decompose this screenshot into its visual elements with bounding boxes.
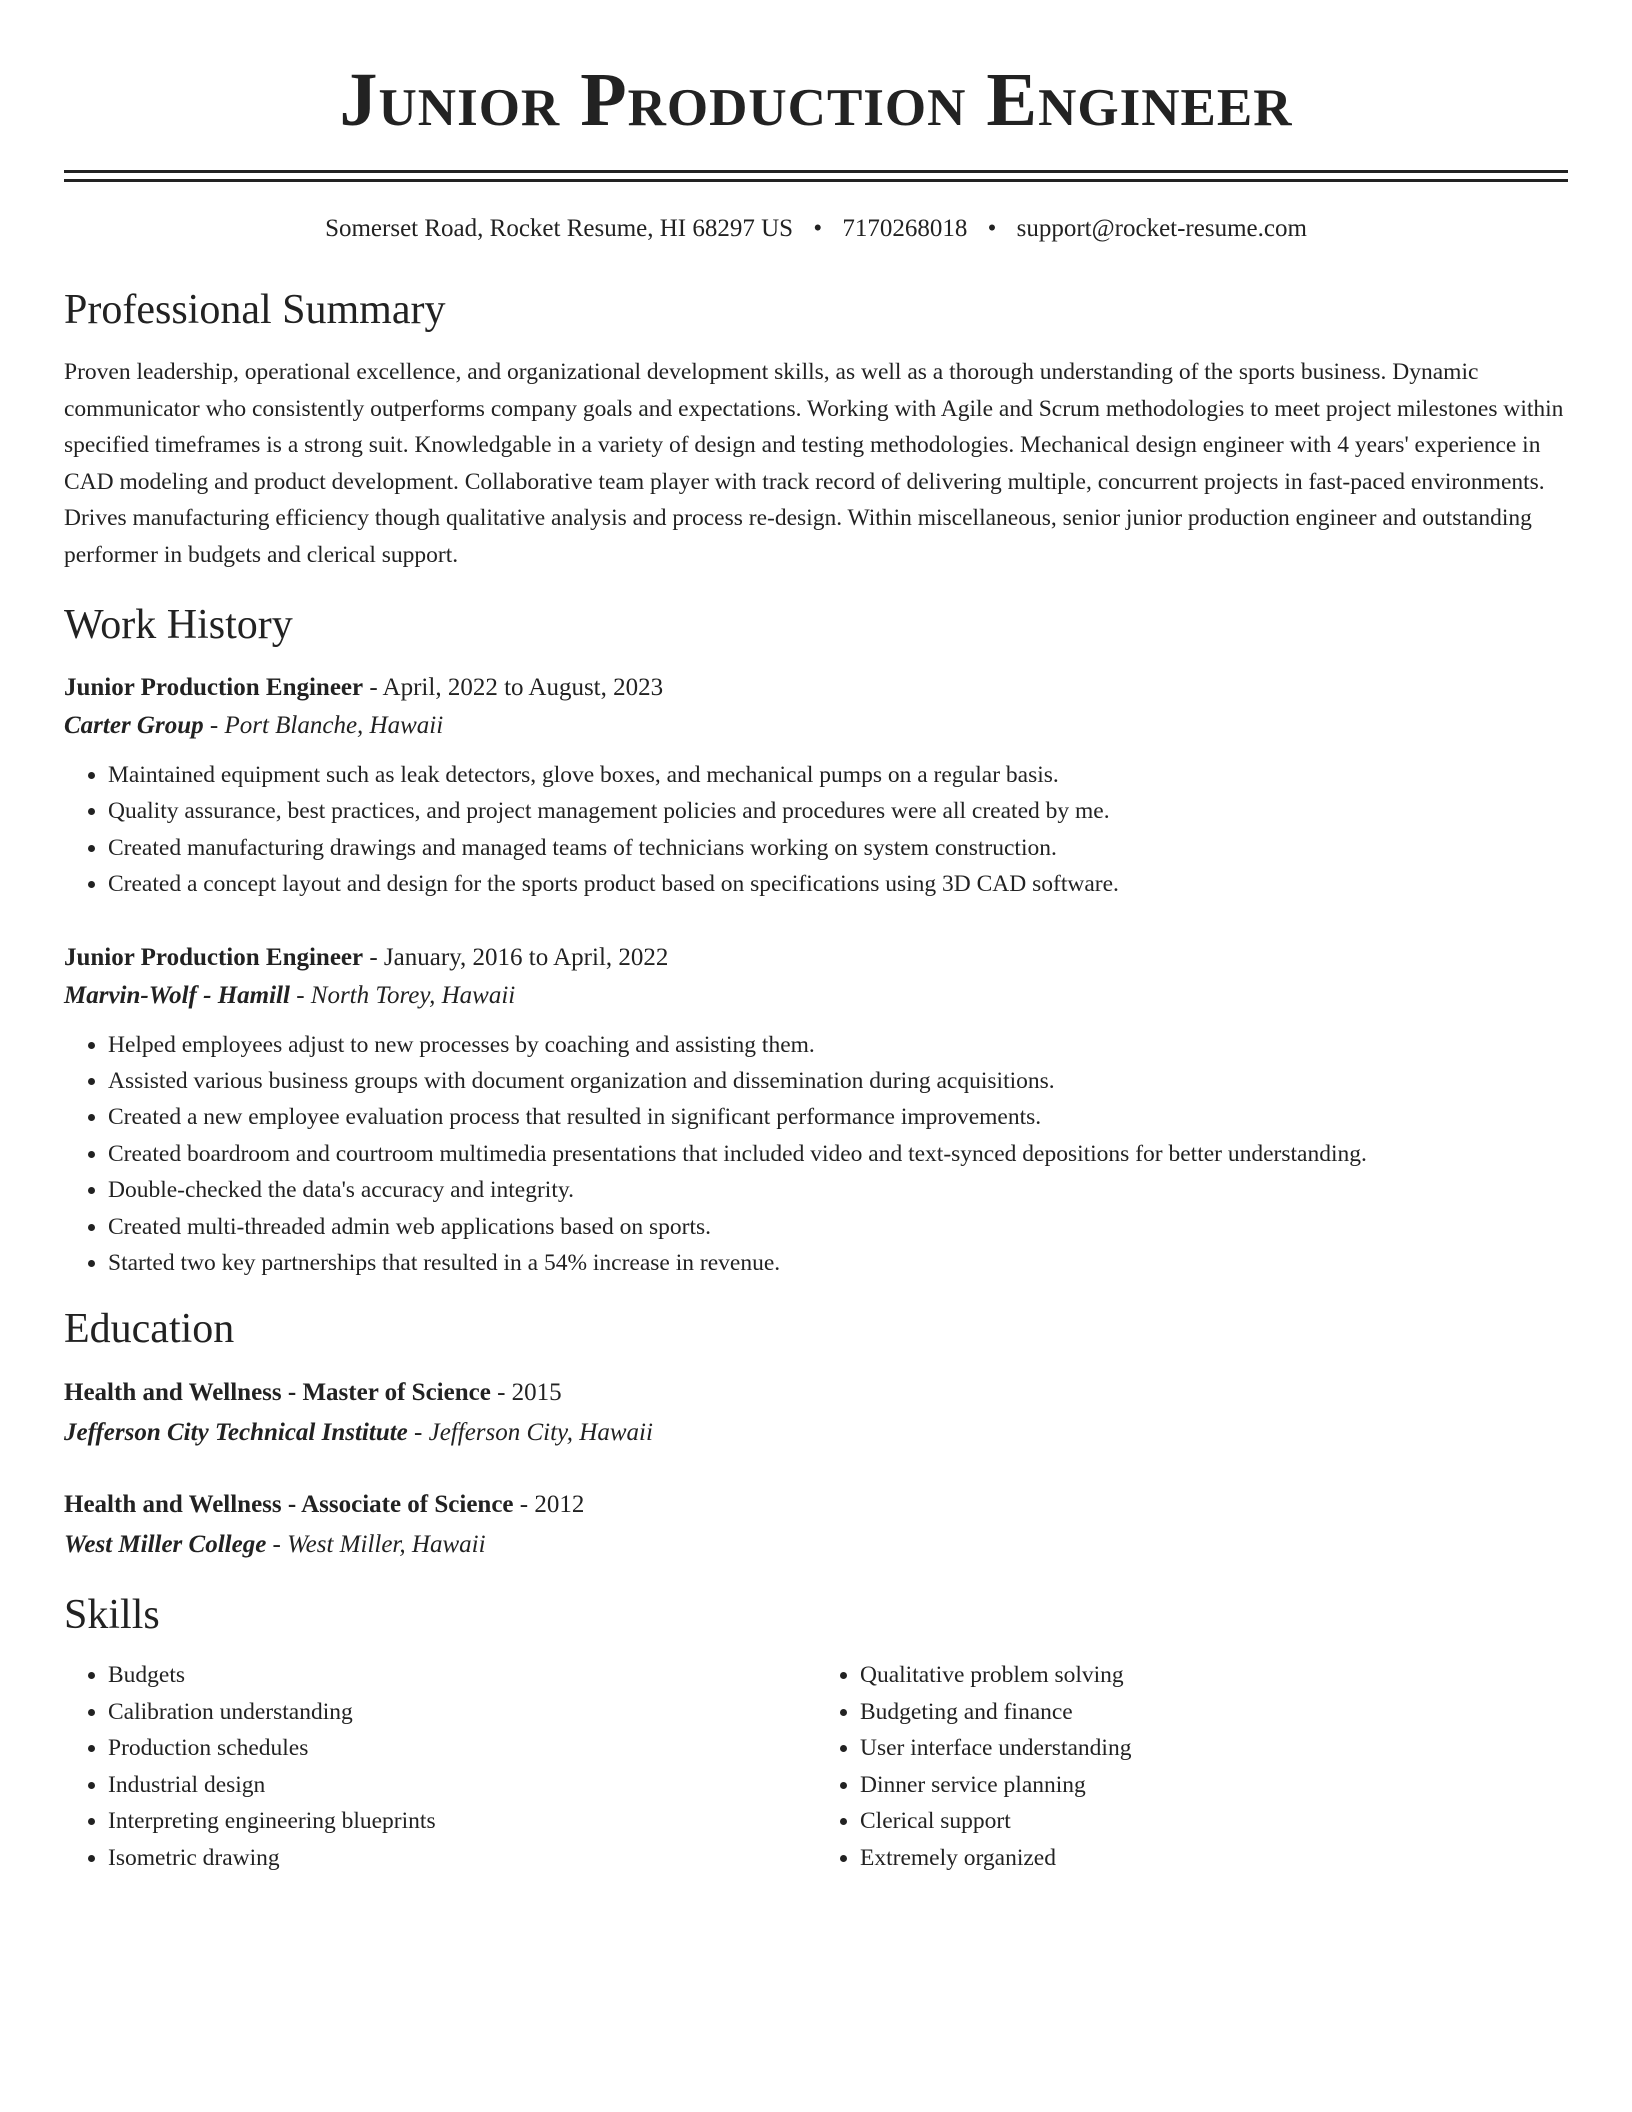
school-line	[64, 1525, 1568, 1565]
skill-item: • Production schedules	[108, 1730, 816, 1766]
degree-year: - 2015	[490, 1379, 562, 1407]
degree-name: Health and Wellness - Associate of Science	[64, 1491, 514, 1519]
degree-line	[64, 1485, 1568, 1525]
job-title-line	[64, 669, 1568, 707]
skills-grid	[64, 1657, 1568, 1875]
job-bullet: • Maintained equipment such as leak detectors, glove boxes, and mechanical pumps on a regular basis.	[108, 757, 1568, 793]
job-bullet: • Created multi-threaded admin web applications based on sports.	[108, 1209, 1568, 1245]
resume-name-heading: Junior Production Engineer	[339, 58, 1293, 142]
job-bullet: • Created boardroom and courtroom multimedia presentations that included video and text-synced depositions for better understanding.	[108, 1136, 1568, 1172]
job-bullet: • Quality assurance, best practices, and project management policies and procedures were all created by me.	[108, 793, 1568, 829]
skill-item: • Dinner service planning	[860, 1767, 1568, 1803]
skills-heading: Skills	[64, 1592, 160, 1639]
skills-list	[816, 1657, 1568, 1875]
employer-location: - Port Blanche, Hawaii	[203, 712, 444, 739]
job-dates: - January, 2016 to April, 2022	[363, 943, 669, 971]
job-dates: - April, 2022 to August, 2023	[363, 674, 664, 701]
skill-item: • Budgets	[108, 1657, 816, 1693]
job-bullets	[64, 757, 1568, 903]
skills-column-left	[64, 1657, 816, 1875]
skill-item: • Interpreting engineering blueprints	[108, 1803, 816, 1839]
skills-list	[64, 1657, 816, 1875]
skill-item: • Qualitative problem solving	[860, 1657, 1568, 1693]
employer-name: Marvin-Wolf - Hamill	[64, 981, 290, 1009]
employer-line	[64, 707, 1568, 745]
employer-line	[64, 977, 1568, 1015]
skill-item: • Industrial design	[108, 1767, 816, 1803]
job-bullet: • Created a concept layout and design for the sports product based on specifications using 3D CAD software.	[108, 866, 1568, 902]
contact-email: support@rocket-resume.com	[1016, 215, 1307, 242]
contact-line	[64, 212, 1568, 246]
job-entry	[64, 669, 1568, 903]
contact-phone: 7170268018	[842, 215, 968, 242]
skill-item: • Extremely organized	[860, 1840, 1568, 1876]
contact-separator: •	[987, 215, 997, 242]
employer-name: Carter Group	[64, 712, 204, 739]
school-name: Jefferson City Technical Institute	[64, 1419, 408, 1447]
job-bullet: • Started two key partnerships that resulted in a 54% increase in revenue.	[108, 1245, 1568, 1281]
skill-item: • Isometric drawing	[108, 1840, 816, 1876]
summary-heading: Professional Summary	[64, 287, 446, 333]
school-location: - West Miller, Hawaii	[266, 1531, 486, 1559]
skill-item: • Calibration understanding	[108, 1694, 816, 1730]
skill-item: • Clerical support	[860, 1803, 1568, 1839]
contact-address: Somerset Road, Rocket Resume, HI 68297 US	[325, 215, 794, 242]
job-bullet: • Assisted various business groups with document organization and dissemination during acquisitions.	[108, 1063, 1568, 1099]
job-bullets	[64, 1027, 1568, 1282]
summary-text: Proven leadership, operational excellence, and organizational development skills, as well as a thorough understanding of the sports business. Dynamic communicator who consistently outperforms company goals and expectations. Working with Agile and Scrum methodologies to meet project milestones within specified timeframes is a strong suit. Knowledgable in a variety of design and testing methodologies. Mechanical design engineer with 4 years' experience in CAD modeling and product development. Collaborative team player with track record of delivering multiple, concurrent projects in fast-paced environments. Drives manufacturing efficiency though qualitative analysis and process re-design. Within miscellaneous, senior junior production engineer and outstanding performer in budgets and clerical support.	[64, 359, 1564, 568]
job-role: Junior Production Engineer	[64, 943, 364, 971]
school-location: - Jefferson City, Hawaii	[407, 1419, 653, 1447]
contact-separator: •	[813, 215, 823, 242]
work-history-heading: Work History	[64, 602, 293, 648]
education-entry	[64, 1373, 1568, 1453]
skill-item: • Budgeting and finance	[860, 1694, 1568, 1730]
education-entry	[64, 1485, 1568, 1565]
school-line	[64, 1413, 1568, 1453]
skill-item: • User interface understanding	[860, 1730, 1568, 1766]
header-double-rule	[64, 170, 1568, 182]
skills-column-right	[816, 1657, 1568, 1875]
degree-year: - 2012	[513, 1491, 585, 1519]
degree-line	[64, 1373, 1568, 1413]
job-role: Junior Production Engineer	[64, 674, 364, 701]
degree-name: Health and Wellness - Master of Science	[64, 1379, 491, 1407]
job-bullet: • Created manufacturing drawings and managed teams of technicians working on system construction.	[108, 830, 1568, 866]
education-heading: Education	[64, 1306, 235, 1353]
employer-location: - North Torey, Hawaii	[289, 981, 516, 1009]
school-name: West Miller College	[64, 1531, 267, 1559]
job-bullet: • Double-checked the data's accuracy and integrity.	[108, 1172, 1568, 1208]
job-bullet: • Helped employees adjust to new processes by coaching and assisting them.	[108, 1027, 1568, 1063]
job-title-line	[64, 939, 1568, 977]
job-entry	[64, 939, 1568, 1282]
job-bullet: • Created a new employee evaluation process that resulted in significant performance improvements.	[108, 1099, 1568, 1135]
